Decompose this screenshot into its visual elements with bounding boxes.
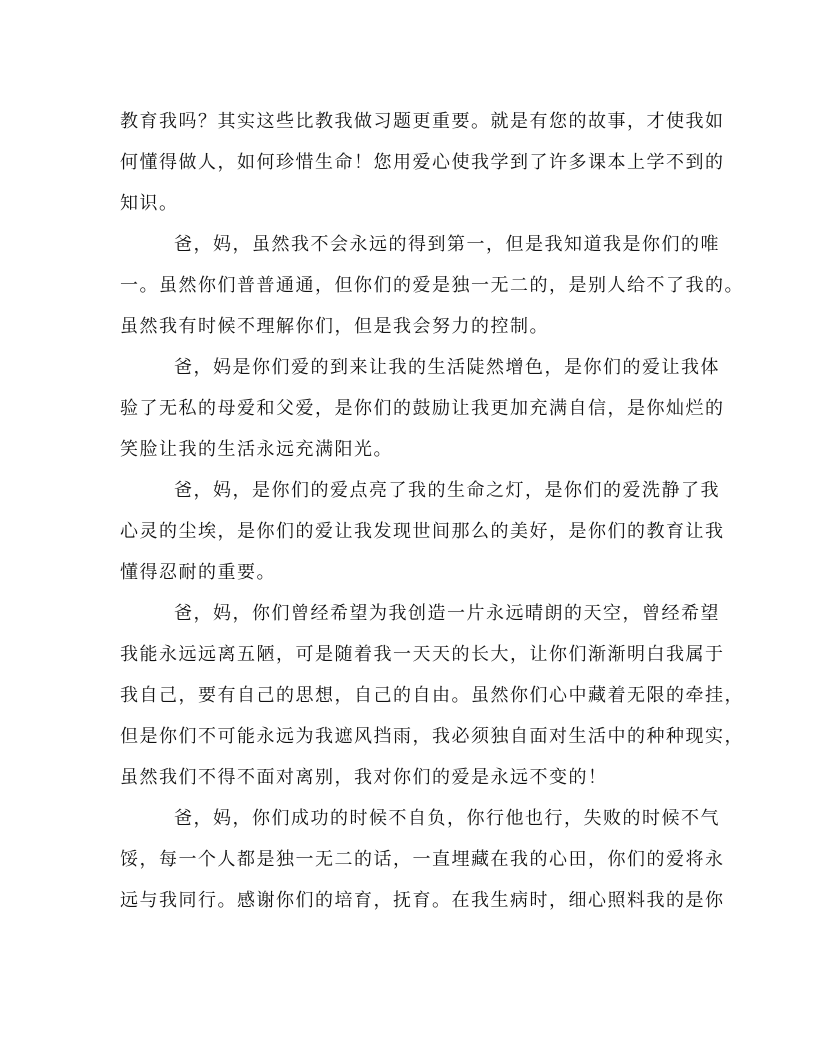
text-line: 我能永远远离五陋，可是随着我一天天的长大，让你们渐渐明白我属于 [120,644,725,665]
text-line: 爸，妈，你们成功的时候不自负，你行他也行，失败的时候不气 [174,808,720,829]
text-line: 远与我同行。感谢你们的培育，抚育。在我生病时，细心照料我的是你 [120,890,725,911]
text-line: 但是你们不可能永远为我遮风挡雨，我必须独自面对生活中的种种现实， [120,726,744,747]
text-line: 爸，妈，虽然我不会永远的得到第一，但是我知道我是你们的唯 [174,234,720,255]
text-line: 懂得忍耐的重要。 [120,562,276,583]
paragraph-2 [120,224,744,347]
paragraph-4 [120,470,725,593]
text-line: 知识。 [120,193,179,214]
paragraph-1 [120,101,725,224]
text-line: 笑脸让我的生活永远充满阳光。 [120,439,393,460]
text-line: 何懂得做人，如何珍惜生命！您用爱心使我学到了许多课本上学不到的 [120,152,725,173]
text-line: 验了无私的母爱和父爱，是你们的鼓励让我更加充满自信，是你灿烂的 [120,398,725,419]
text-line: 虽然我有时候不理解你们，但是我会努力的控制。 [120,316,549,337]
text-line: 我自己，要有自己的思想，自己的自由。虽然你们心中藏着无限的牵挂， [120,685,744,706]
text-line: 教育我吗？其实这些比教我做习题更重要。就是有您的故事，才使我如 [120,111,725,132]
text-line: 爸，妈，是你们的爱点亮了我的生命之灯，是你们的爱洗静了我 [174,480,720,501]
paragraph-5 [120,593,744,798]
paragraph-6 [120,798,725,921]
text-line: 爸，妈是你们爱的到来让我的生活陡然增色，是你们的爱让我体 [174,357,720,378]
document-body [120,101,744,921]
text-line: 虽然我们不得不面对离别，我对你们的爱是永远不变的！ [120,767,608,788]
text-line: 一。虽然你们普普通通，但你们的爱是独一无二的，是别人给不了我的。 [120,275,744,296]
text-line: 心灵的尘埃，是你们的爱让我发现世间那么的美好，是你们的教育让我 [120,521,725,542]
paragraph-3 [120,347,725,470]
text-line: 爸，妈，你们曾经希望为我创造一片永远晴朗的天空，曾经希望 [174,603,720,624]
text-line: 馁，每一个人都是独一无二的话，一直埋藏在我的心田，你们的爱将永 [120,849,725,870]
